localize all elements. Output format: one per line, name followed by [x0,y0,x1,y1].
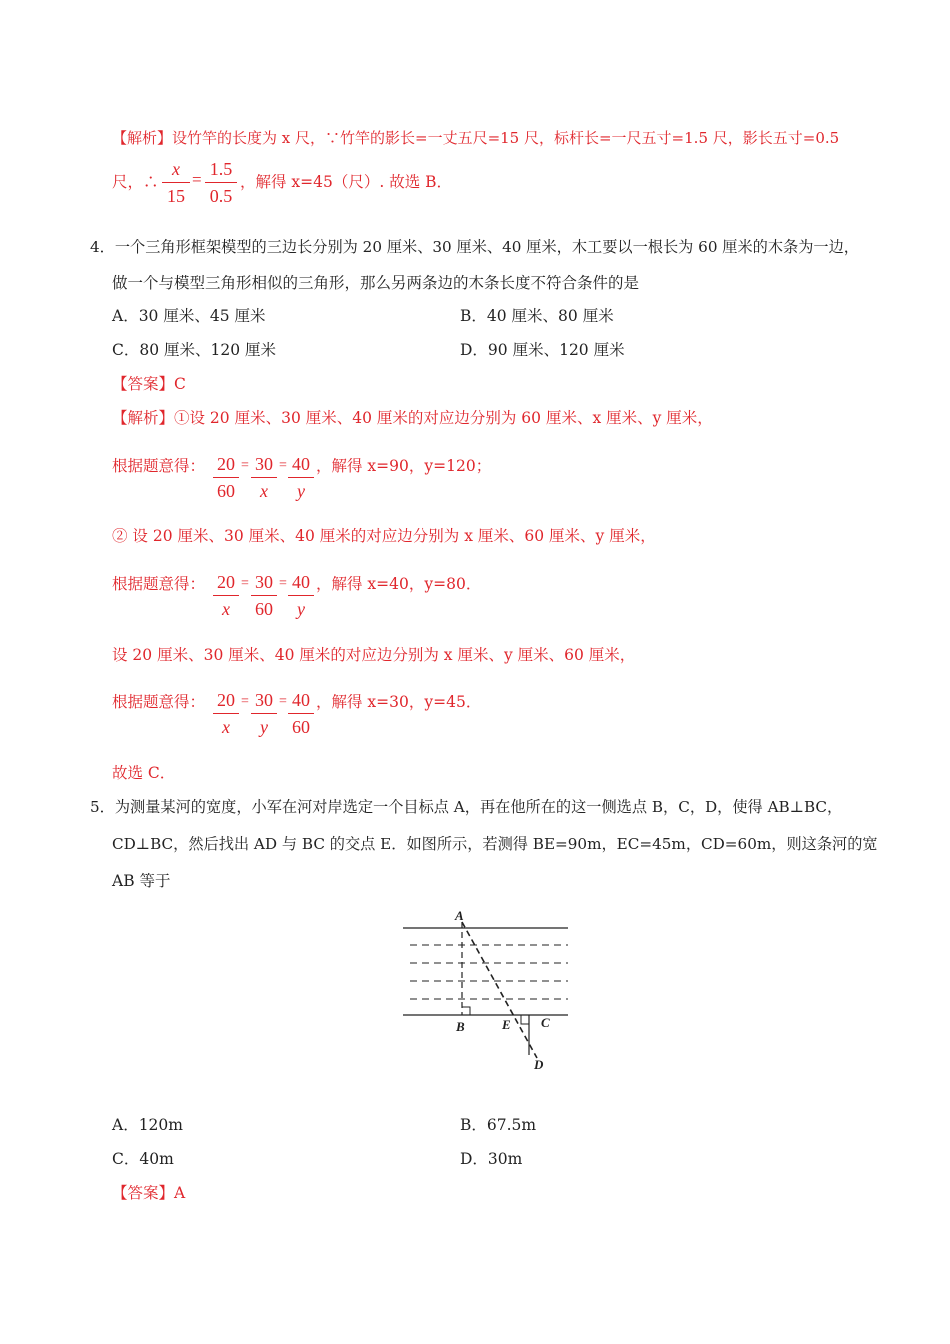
q4-answer: 【答案】C [112,375,186,393]
q4-option-c[interactable]: C．80 厘米、120 厘米 [112,341,277,359]
q5-stem-line3: AB 等于 [112,872,171,890]
label-d: D [534,1057,544,1072]
label-b: B [456,1019,465,1034]
equals-sign: = [279,458,287,473]
q4-conclusion: 故选 C． [112,764,176,782]
q4-case1-fraction-a: 20 60 [213,453,239,502]
q4-case3-result: ，解得 x=30，y=45． [316,693,482,711]
equals-sign: = [241,694,249,709]
q5-option-a[interactable]: A．120m [112,1116,183,1134]
prev-analysis-line2-pre: 尺，∴ [112,173,159,191]
q4-option-a[interactable]: A．30 厘米、45 厘米 [112,307,266,325]
q4-case3-fraction-b: 30 y [251,689,277,738]
equals-sign: = [241,576,249,591]
river-figure [398,905,573,1075]
q4-case1-result: ，解得 x=90，y=120； [316,457,492,475]
q4-stem-line2: 做一个与模型三角形相似的三角形，那么另两条边的木条长度不符合条件的是 [112,274,640,292]
q4-case2-fraction-b: 30 60 [251,571,277,620]
right-angle-c [521,1015,529,1024]
q4-case2-label: 根据题意得： [112,575,206,593]
label-c: C [541,1015,550,1030]
prev-analysis-line2-post: ，解得 x=45（尺）. 故选 B． [240,173,453,191]
equals-sign: = [192,170,202,189]
right-angle-b [462,1007,470,1015]
q4-case3-fraction-c: 40 60 [288,689,314,738]
q5-option-c[interactable]: C．40m [112,1150,174,1168]
q5-option-b[interactable]: B．67.5m [460,1116,537,1134]
equals-sign: = [279,694,287,709]
equals-sign: = [241,458,249,473]
equals-sign: = [279,576,287,591]
segment-ad [462,922,537,1058]
q5-stem-line2: CD⊥BC，然后找出 AD 与 BC 的交点 E．如图所示，若测得 BE=90m，EC=45m，CD=60m，则这条河的宽 [112,835,878,853]
prev-analysis-line1: 【解析】设竹竿的长度为 x 尺，∵竹竿的影长=一丈五尺=15 尺，标杆长=一尺五寸=1.5 尺，影长五寸=0.5 [112,129,840,147]
q4-case3-fraction-a: 20 x [213,689,239,738]
q4-case3-head: 设 20 厘米、30 厘米、40 厘米的对应边分别为 x 厘米、y 厘米、60 厘米， [112,646,636,664]
q4-case2-result: ，解得 x=40，y=80． [316,575,482,593]
q4-analysis-head: 【解析】①设 20 厘米、30 厘米、40 厘米的对应边分别为 60 厘米、x 厘米、y 厘米， [112,409,713,427]
label-a: A [455,908,464,923]
label-e: E [502,1017,511,1032]
q4-case2-fraction-a: 20 x [213,571,239,620]
q4-case2-fraction-c: 40 y [288,571,314,620]
q4-case1-fraction-c: 40 y [288,453,314,502]
q5-answer: 【答案】A [112,1184,186,1202]
fraction-x-over-15: x 15 [162,158,190,207]
q4-case2-head: ② 设 20 厘米、30 厘米、40 厘米的对应边分别为 x 厘米、60 厘米、y 厘米， [112,527,656,545]
q4-case1-fraction-b: 30 x [251,453,277,502]
fraction-1p5-over-0p5: 1.5 0.5 [205,158,237,207]
q4-option-d[interactable]: D．90 厘米、120 厘米 [460,341,625,359]
q5-stem-line1: 5．为测量某河的宽度，小军在河对岸选定一个目标点 A，再在他所在的这一侧选点 B，C，D，使得 AB⊥BC， [90,798,843,816]
q4-stem-line1: 4．一个三角形框架模型的三边长分别为 20 厘米、30 厘米、40 厘米，木工要以一根长为 60 厘米的木条为一边， [90,238,859,256]
q4-case1-label: 根据题意得： [112,457,206,475]
q4-case3-label: 根据题意得： [112,693,206,711]
q5-option-d[interactable]: D．30m [460,1150,523,1168]
q4-option-b[interactable]: B．40 厘米、80 厘米 [460,307,614,325]
river-dashes [410,945,568,999]
